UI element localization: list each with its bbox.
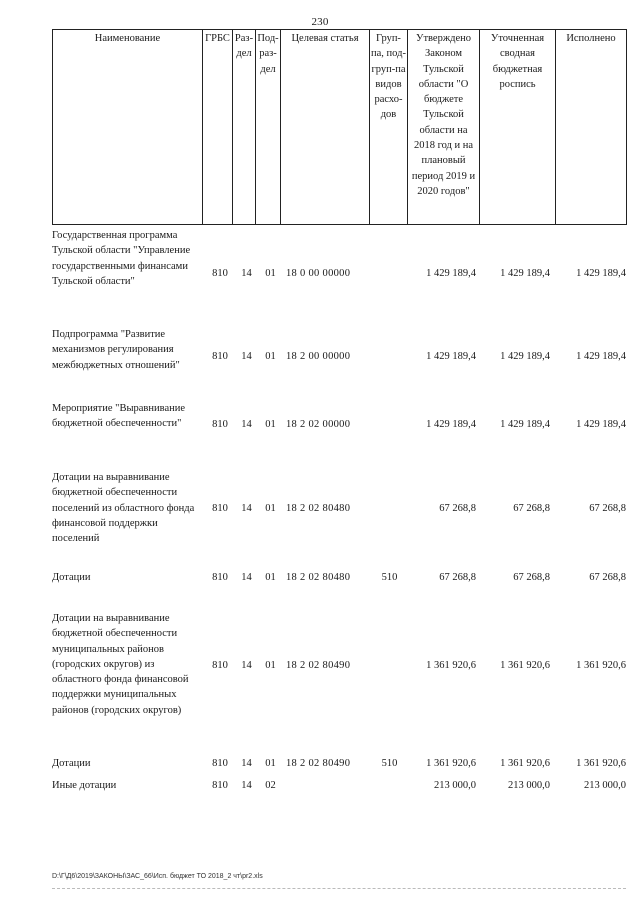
row-refined: 1 429 189,4 (500, 351, 550, 362)
row-executed: 1 429 189,4 (576, 419, 626, 430)
row-grbs: 810 (212, 758, 228, 769)
row-grbs: 810 (212, 660, 228, 671)
table-header (52, 29, 627, 225)
row-target: 18 2 00 00000 (286, 351, 351, 362)
row-podrazdel: 01 (265, 572, 276, 583)
row-name: Дотации на выравнивание бюджетной обеспеченности муниципальных районов (городских округов) из областного фонда финансовой поддержки муниципальных районов (городских округов) (52, 613, 189, 716)
row-name: Государственная программа Тульской области "Управление государственными финансами Тульской области" (52, 230, 191, 287)
row-target: 18 2 02 80480 (286, 503, 351, 514)
header-executed: Исполнено (556, 30, 627, 225)
row-executed: 67 268,8 (589, 503, 626, 514)
row-executed: 1 429 189,4 (576, 268, 626, 279)
row-podrazdel: 01 (265, 351, 276, 362)
header-target: Целевая статья (281, 30, 370, 225)
row-grbs: 810 (212, 419, 228, 430)
header-grbs: ГРБС (203, 30, 233, 225)
row-podrazdel: 01 (265, 419, 276, 430)
header-podrazdel: Под-раз-дел (256, 30, 281, 225)
row-vr: 510 (381, 758, 398, 769)
row-executed: 1 361 920,6 (576, 758, 626, 769)
row-target: 18 2 02 80490 (286, 660, 351, 671)
row-refined: 67 268,8 (513, 503, 550, 514)
row-razdel: 14 (241, 419, 252, 430)
row-executed: 213 000,0 (584, 780, 626, 791)
row-razdel: 14 (241, 660, 252, 671)
row-target: 18 2 02 80490 (286, 758, 351, 769)
row-name: Дотации (52, 758, 91, 769)
header-razdel: Раз-дел (233, 30, 256, 225)
header-name: Наименование (53, 30, 203, 225)
header-approved: Утверждено Законом Тульской области "О бюджете Тульской области на 2018 год и на плановый период 2019 и 2020 годов" (408, 30, 480, 225)
row-refined: 1 429 189,4 (500, 419, 550, 430)
row-refined: 1 361 920,6 (500, 660, 550, 671)
row-executed: 1 361 920,6 (576, 660, 626, 671)
header-refined: Уточненная сводная бюджетная роспись (480, 30, 556, 225)
row-razdel: 14 (241, 780, 252, 791)
row-approved: 1 361 920,6 (426, 758, 476, 769)
row-razdel: 14 (241, 572, 252, 583)
row-grbs: 810 (212, 351, 228, 362)
row-grbs: 810 (212, 572, 228, 583)
header-vr: Груп-па, под-груп-па видов расхо-дов (370, 30, 408, 225)
page-number: 230 (311, 16, 329, 28)
row-grbs: 810 (212, 268, 228, 279)
row-podrazdel: 01 (265, 503, 276, 514)
row-approved: 67 268,8 (439, 572, 476, 583)
row-podrazdel: 01 (265, 758, 276, 769)
row-approved: 1 361 920,6 (426, 660, 476, 671)
row-razdel: 14 (241, 758, 252, 769)
row-vr: 510 (381, 572, 398, 583)
row-refined: 213 000,0 (508, 780, 550, 791)
row-razdel: 14 (241, 268, 252, 279)
row-name: Мероприятие "Выравнивание бюджетной обеспеченности" (52, 403, 185, 430)
row-podrazdel: 02 (265, 780, 276, 791)
row-name: Дотации на выравнивание бюджетной обеспеченности поселений из областного фонда финансовой поддержки поселений (52, 472, 195, 545)
row-name: Дотации (52, 572, 91, 583)
row-target: 18 2 02 00000 (286, 419, 351, 430)
row-grbs: 810 (212, 780, 228, 791)
row-grbs: 810 (212, 503, 228, 514)
row-razdel: 14 (241, 503, 252, 514)
row-approved: 1 429 189,4 (426, 351, 476, 362)
row-approved: 213 000,0 (434, 780, 476, 791)
row-approved: 67 268,8 (439, 503, 476, 514)
row-target: 18 0 00 00000 (286, 268, 351, 279)
row-target: 18 2 02 80480 (286, 572, 351, 583)
row-executed: 1 429 189,4 (576, 351, 626, 362)
row-refined: 1 361 920,6 (500, 758, 550, 769)
row-refined: 1 429 189,4 (500, 268, 550, 279)
row-podrazdel: 01 (265, 268, 276, 279)
row-name: Подпрограмма "Развитие механизмов регулирования межбюджетных отношений" (52, 329, 180, 371)
row-approved: 1 429 189,4 (426, 268, 476, 279)
row-approved: 1 429 189,4 (426, 419, 476, 430)
row-podrazdel: 01 (265, 660, 276, 671)
row-executed: 67 268,8 (589, 572, 626, 583)
footer-divider (52, 888, 626, 889)
footer-file-path: D:\Г\Д6\2019\ЗАКОНЫ\ЗАС_66\Исп. бюджет ТО 2018_2 чт\pr2.xls (52, 873, 263, 880)
row-name: Иные дотации (52, 780, 117, 791)
row-refined: 67 268,8 (513, 572, 550, 583)
row-razdel: 14 (241, 351, 252, 362)
